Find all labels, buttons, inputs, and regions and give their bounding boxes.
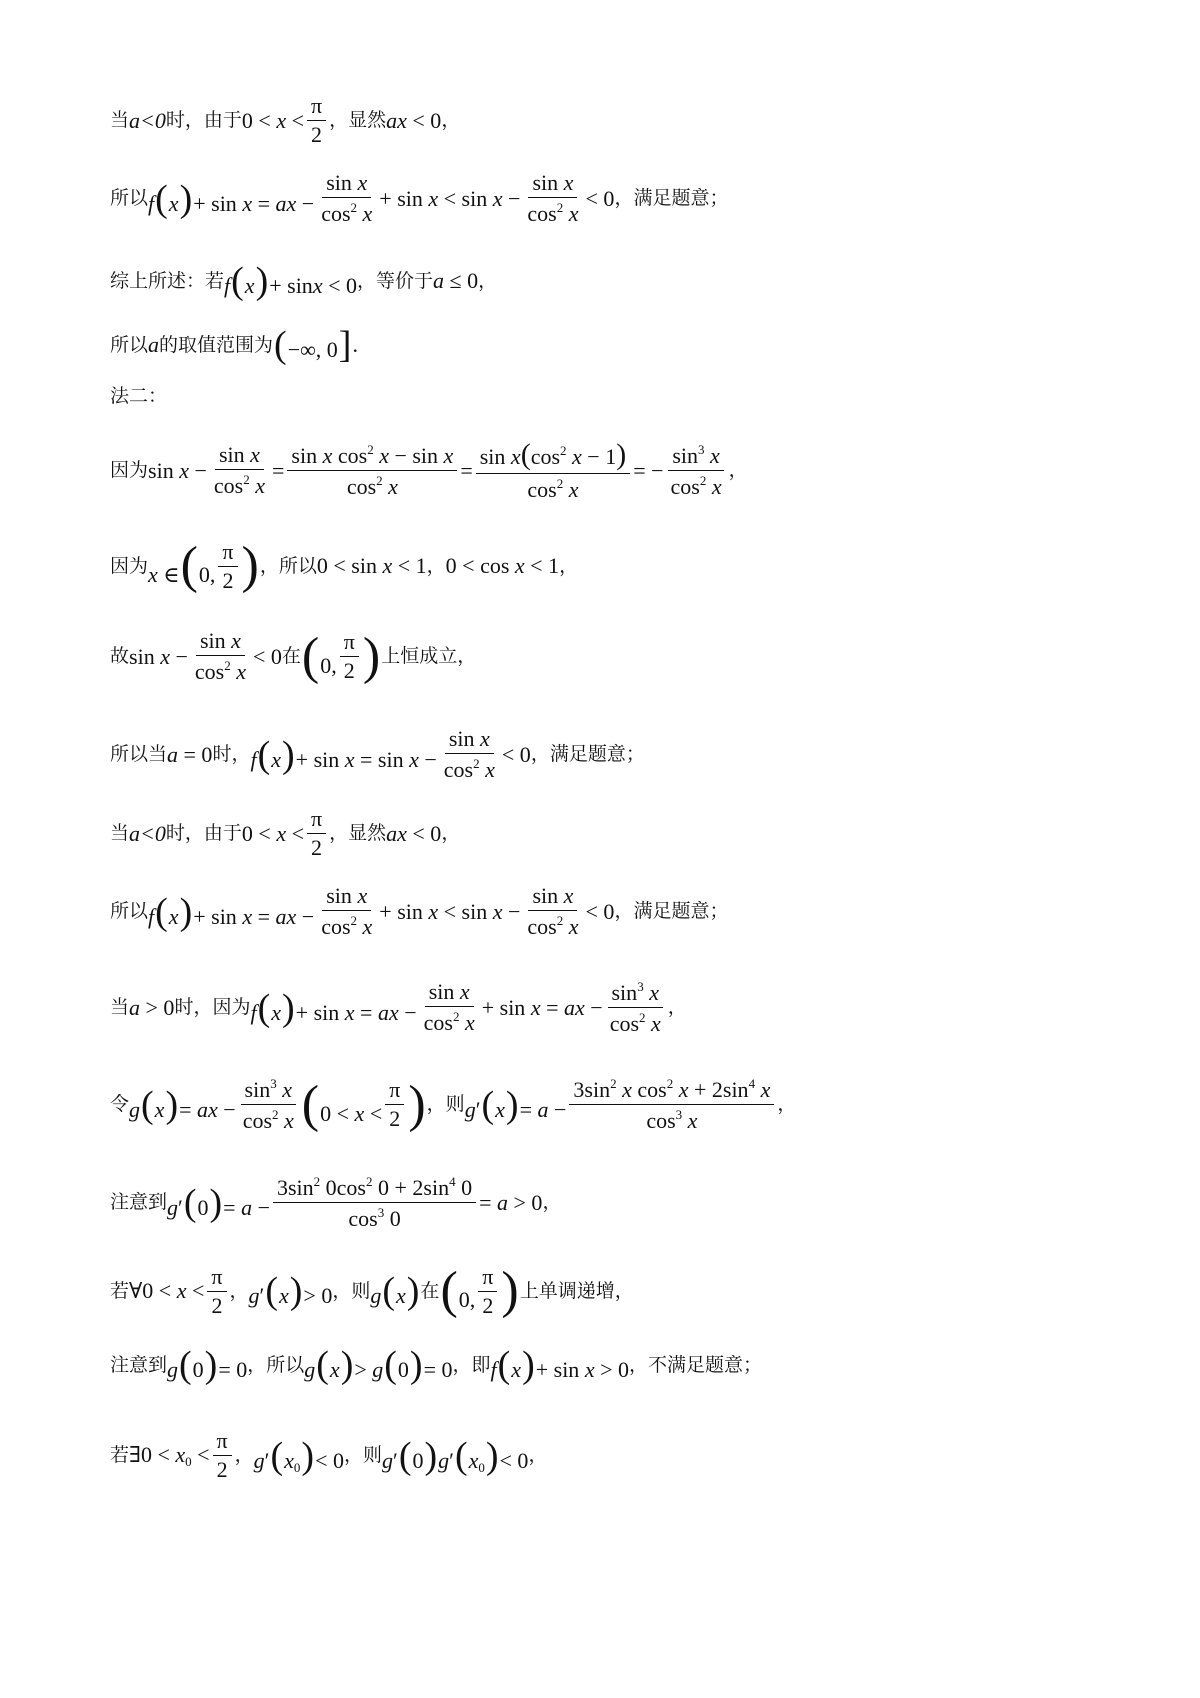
line-6: 因为 sin x − $\frac{\text{sin x}}{\cos^2 x}$ = $\frac{\sin x \cos^2 x - \sin x}{\cos^2 x}$ = $\frac{\sin x(\cos^2 x - 1)}{\cos^2 x}$ = − $\frac{\sin^3 x}{\cos^2 x}$ ， bbox=[110, 438, 748, 502]
line-8: 故 sin x − $\frac{\text{sin x}}{\cos^2 x}$ < 0 在 (0, $\frac{\pi}{2}$ ) 上恒成立， bbox=[110, 627, 477, 685]
line-4: 所以 a 的取值范围为 (−∞, 0] . bbox=[110, 324, 358, 366]
line-12: 当 a > 0 时，因为 f(x)+ sin x = ax − $\frac{\text{sin x}}{\cos^2 x}$ + sin x = ax − $\frac{\sin^3 x}{\cos^2 x}$ ， bbox=[110, 979, 687, 1036]
line-1: 当 a<0 时，由于 0 < x < $\frac{\pi}{2}$ ，显然 ax < 0 ， bbox=[110, 93, 461, 147]
line-10: 当 a<0 时，由于 0 < x < $\frac{\pi}{2}$ ，显然 ax < 0 ， bbox=[110, 806, 461, 860]
line-14: 注意到 g′(0)= a − $\frac{3\sin^2 0\cos^2 0 + 2\sin^4 0}{\cos^3 0}$ = a > 0 ， bbox=[110, 1174, 562, 1231]
line-5: 法二： bbox=[110, 385, 168, 407]
line-3: 综上所述：若 f(x)+ sinx < 0 ，等价于 a ≤ 0 ， bbox=[110, 260, 498, 302]
line-16: 注意到 g(0)= 0 ，所以 g(x)> g(0)= 0 ，即 f(x)+ sin x > 0 ，不满足题意； bbox=[110, 1344, 763, 1386]
line-7: 因为 x ∈(0, $\frac{\pi}{2}$ ) ，所以 0 < sin x < 1 ， 0 < cos x < 1 ， bbox=[110, 537, 579, 594]
line-2: 所以 f(x)+ sin x = ax − $\frac{\text{sin x}}{\cos^2 x}$ + sin x < sin x − $\frac{\text{sin x}}{\cos^2 x}$ < 0 ，满足题意； bbox=[110, 170, 729, 226]
line-9: 所以当 a = 0 时， f(x)+ sin x = sin x − $\frac{\text{sin x}}{\cos^2 x}$ < 0 ，满足题意； bbox=[110, 726, 645, 782]
line-17: 若 ∃0 < $x_0$ < $\frac{\pi}{2}$ ， $g'(x_0)< 0$ ，则 $g'(0)g'(x_0)< 0$ ， bbox=[110, 1428, 548, 1482]
line-13: 令 g(x)= ax − $\frac{\sin^3 x}{\cos^2 x}$ (0 < x < $\frac{\pi}{2}$ ) ，则 g′(x)= a − $\frac{3\sin^2 x \cos^2 x + 2\sin^4 x}{\cos^3 x}$ ， bbox=[110, 1075, 797, 1133]
line-15: 若 ∀0 < x < $\frac{\pi}{2}$ ， g′(x)> 0 ，则 g(x) 在 (0, $\frac{\pi}{2}$ ) 上单调递增， bbox=[110, 1262, 634, 1319]
line-11: 所以 f(x)+ sin x = ax − $\frac{\text{sin x}}{\cos^2 x}$ + sin x < sin x − $\frac{\text{sin x}}{\cos^2 x}$ < 0 ，满足题意； bbox=[110, 883, 729, 939]
